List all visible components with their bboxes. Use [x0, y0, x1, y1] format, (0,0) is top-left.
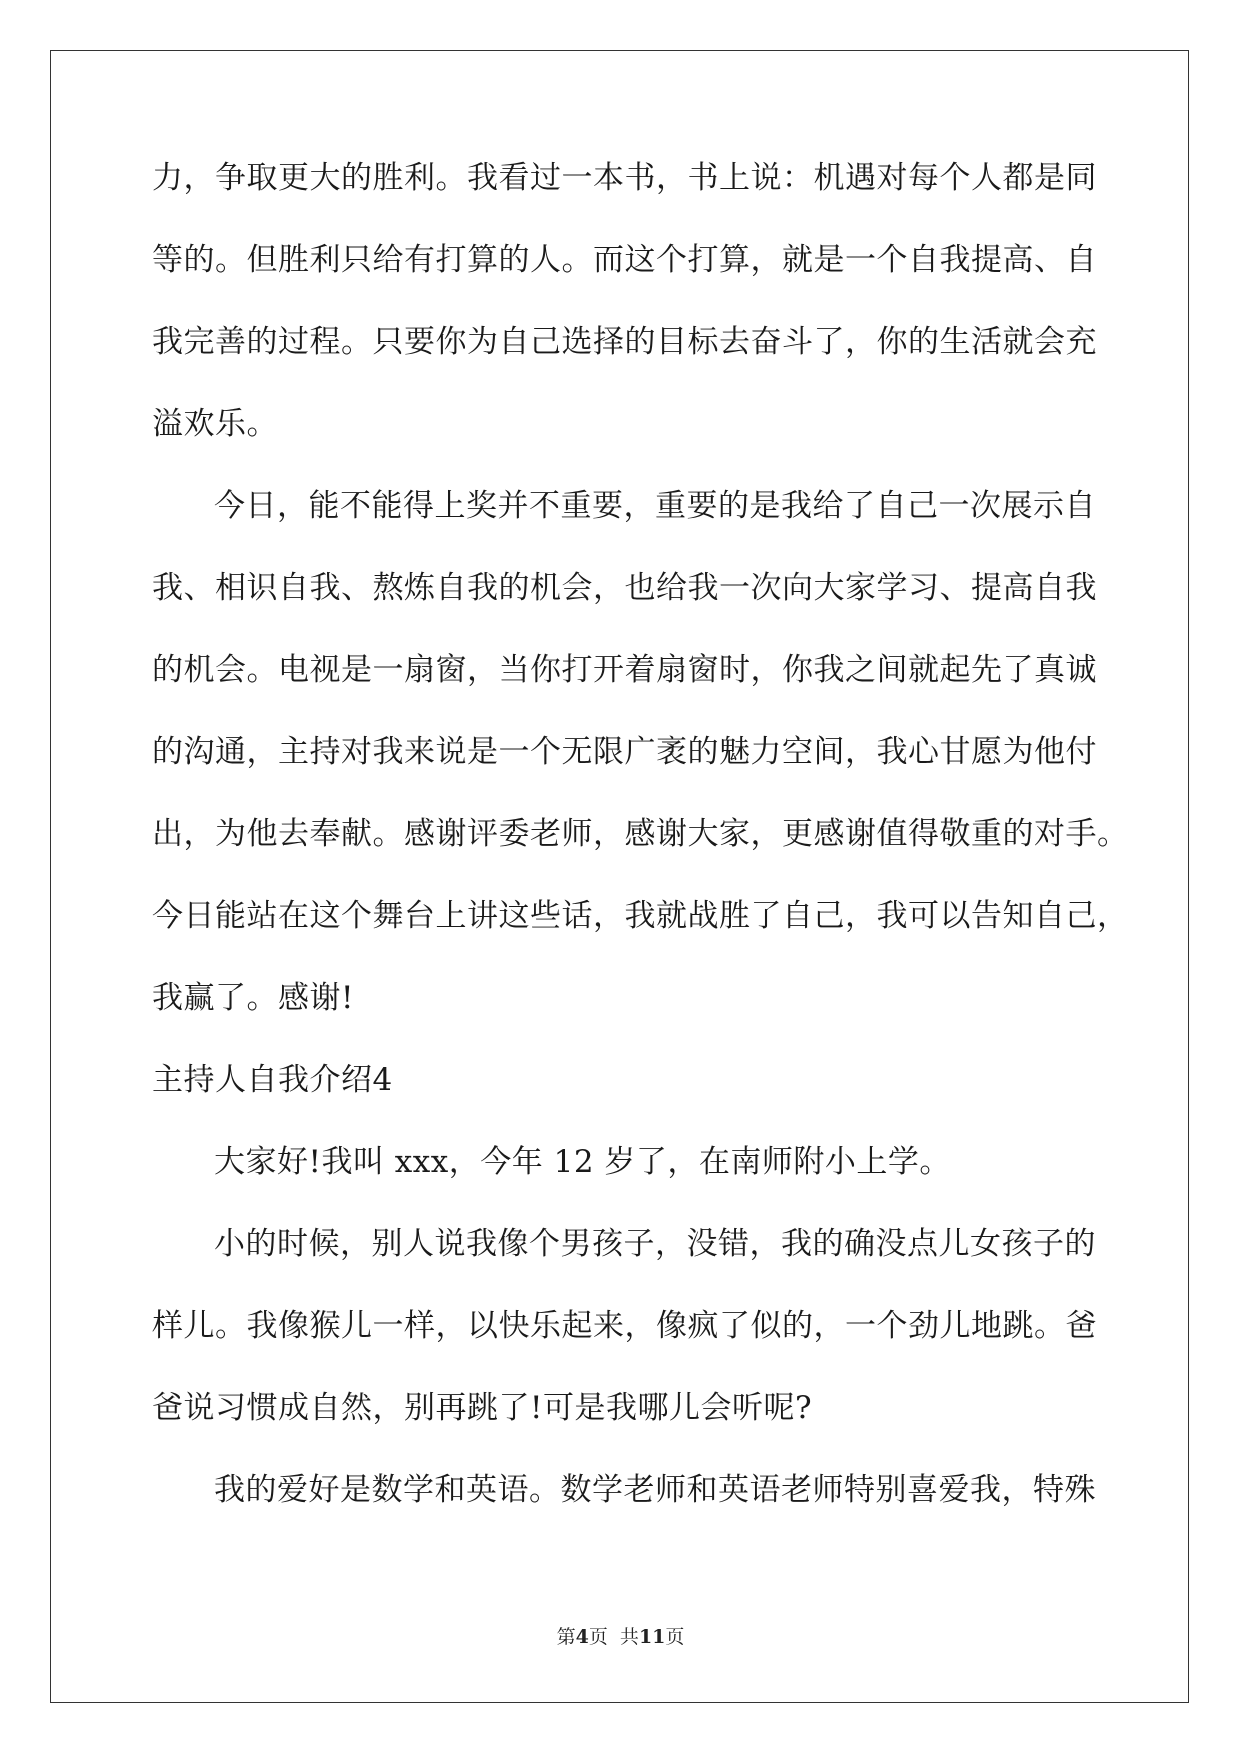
text-line: 今日，能不能得上奖并不重要，重要的是我给了自己一次展示自 — [214, 488, 1096, 524]
footer-suffix: 页 — [665, 1626, 685, 1648]
text-line: 等的。但胜利只给有打算的人。而这个打算，就是一个自我提高、自 — [152, 242, 1097, 278]
text-line: 的机会。电视是一扇窗，当你打开着扇窗时，你我之间就起先了真诚 — [152, 652, 1097, 688]
text-line: 我赢了。感谢! — [152, 980, 354, 1016]
text-line: 的沟通，主持对我来说是一个无限广袤的魅力空间，我心甘愿为他付 — [152, 734, 1097, 770]
document-body — [152, 158, 1129, 1552]
footer-page-number: 4 — [575, 1626, 589, 1648]
text-line: 爸说习惯成自然，别再跳了!可是我哪儿会听呢? — [152, 1390, 813, 1426]
text-line: 样儿。我像猴儿一样，以快乐起来，像疯了似的，一个劲儿地跳。爸 — [152, 1308, 1097, 1344]
text-line: 出，为他去奉献。感谢评委老师，感谢大家，更感谢值得敬重的对手。 — [152, 816, 1129, 852]
text-line: 力，争取更大的胜利。我看过一本书，书上说：机遇对每个人都是同 — [152, 160, 1097, 196]
footer-mid: 页 共 — [588, 1626, 639, 1648]
text-line: 溢欢乐。 — [152, 406, 278, 442]
text-line: 大家好!我叫 xxx，今年 12 岁了，在南师附小上学。 — [214, 1144, 951, 1180]
footer-prefix: 第 — [556, 1626, 576, 1648]
text-line: 今日能站在这个舞台上讲这些话，我就战胜了自己，我可以告知自己， — [152, 898, 1129, 934]
paragraph-block-2 — [152, 1142, 1112, 1552]
text-line: 我的爱好是数学和英语。数学老师和英语老师特别喜爱我，特殊 — [214, 1472, 1096, 1508]
text-line: 我完善的过程。只要你为自己选择的目标去奋斗了，你的生活就会充 — [152, 324, 1097, 360]
text-line: 小的时候，别人说我像个男孩子，没错，我的确没点儿女孩子的 — [214, 1226, 1096, 1262]
text-line: 我、相识自我、熬炼自我的机会，也给我一次向大家学习、提高自我 — [152, 570, 1097, 606]
footer-total-pages: 11 — [638, 1626, 666, 1648]
paragraph-block-1 — [152, 158, 1129, 1060]
section-heading: 主持人自我介绍4 — [152, 1062, 393, 1098]
page-footer — [0, 1622, 1241, 1649]
